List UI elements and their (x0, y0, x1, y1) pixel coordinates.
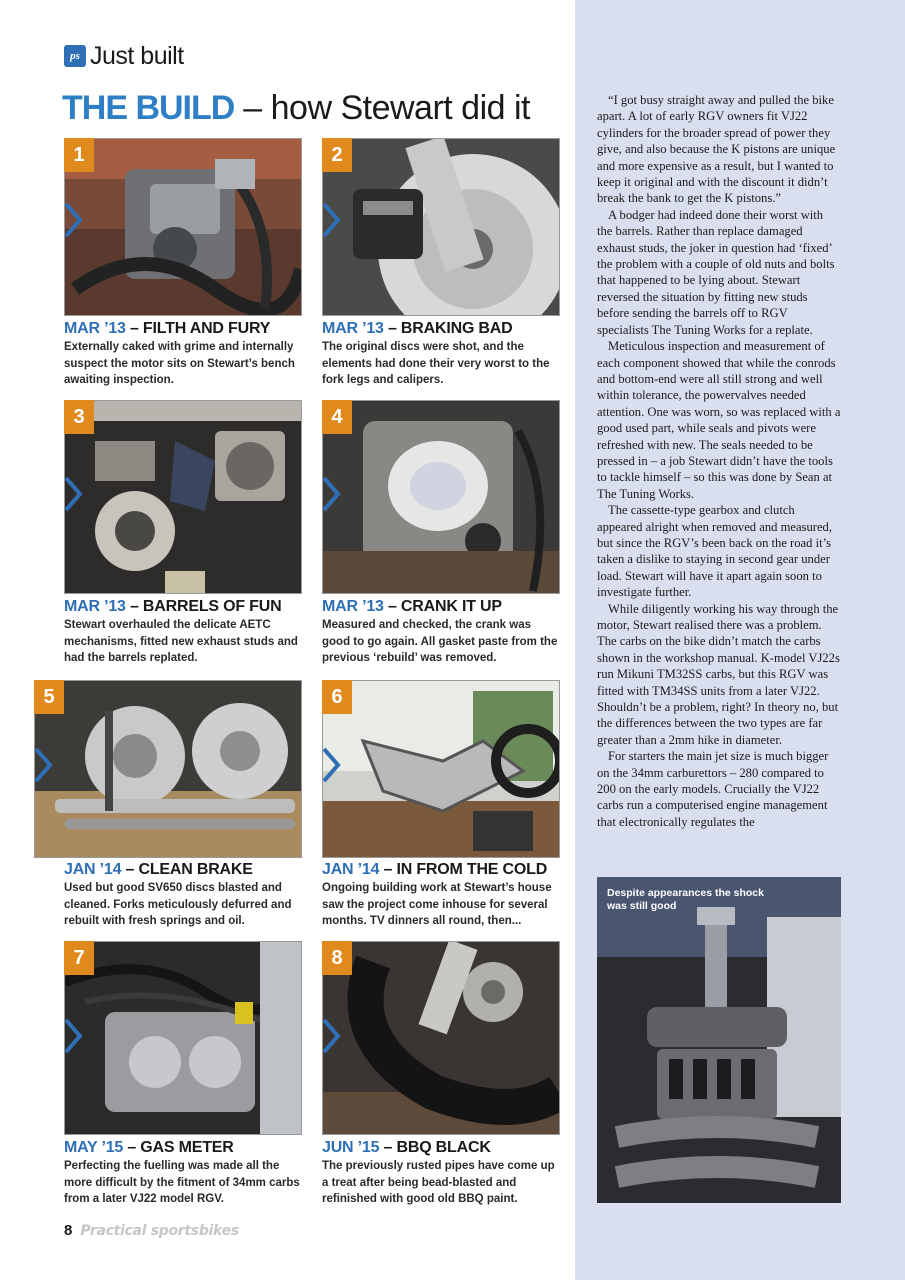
discs-photo (35, 681, 301, 857)
step-3-photo (64, 400, 302, 594)
frame-indoors-photo (323, 681, 559, 857)
section-header (64, 42, 184, 70)
step-6-text: Ongoing building work at Stewart’s house saw the project come inhouse for several months. TV dinners all round, then... (322, 882, 552, 927)
step-7-date: MAY ’15 (64, 1139, 124, 1156)
step-7-text: Perfecting the fuelling was made all the more difficult by the fitment of 34mm carbs from a later VJ22 model RGV. (64, 1160, 300, 1205)
title-strong: THE BUILD (62, 89, 235, 127)
step-6-heading (322, 861, 547, 879)
step-4-photo (322, 400, 560, 594)
step-4-date: MAR ’13 (322, 598, 384, 615)
step-4-title: – CRANK IT UP (383, 598, 502, 615)
step-5-date: JAN ’14 (64, 861, 122, 878)
step-2-heading (322, 320, 513, 338)
page-footer (64, 1222, 239, 1239)
step-2-title: – BRAKING BAD (383, 320, 513, 337)
step-8-title: – BBQ BLACK (379, 1139, 491, 1156)
article-paragraph: While diligently working his way through the motor, Stewart realised there was a problem. The carbs on the bike didn’t match the carbs shown in the workshop manual. K-model VJ22s run Mikuni TM32SS carbs, but this RGV was fitted with TM34SS units from a later VJ22. Shouldn’t be a problem, right? In theory no, but the differences between the two types are far greater than a 2mm hike in diameter. (597, 601, 840, 747)
step-5-text: Used but good SV650 discs blasted and cleaned. Forks meticulously defurred and rebuilt with fresh springs and oil. (64, 882, 292, 927)
chevron-right-icon (62, 472, 84, 516)
step-2-date: MAR ’13 (322, 320, 384, 337)
shock-absorber-image (597, 877, 841, 1203)
title-rest: – how Stewart did it (234, 89, 530, 127)
page-number: 8 (64, 1222, 73, 1239)
brake-photo (323, 139, 559, 315)
step-4-number: 4 (322, 400, 352, 434)
step-5-number: 5 (34, 680, 64, 714)
inset-caption: Despite appearances the shock was still good (607, 887, 764, 912)
article-body (597, 92, 841, 830)
step-7-title: – GAS METER (123, 1139, 234, 1156)
carbs-photo (65, 942, 301, 1134)
step-1-number: 1 (64, 138, 94, 172)
step-3-number: 3 (64, 400, 94, 434)
step-5-title: – CLEAN BRAKE (121, 861, 253, 878)
step-6-number: 6 (322, 680, 352, 714)
step-3-heading (64, 598, 281, 616)
step-6-date: JAN ’14 (322, 861, 380, 878)
step-7-photo (64, 941, 302, 1135)
step-6-title: – IN FROM THE COLD (379, 861, 548, 878)
shock-photo (597, 877, 841, 1203)
chevron-right-icon (320, 472, 342, 516)
engine-photo (65, 139, 301, 315)
step-2-photo (322, 138, 560, 316)
magazine-name: Practical sportsbikes (80, 1222, 239, 1239)
step-5-heading (64, 861, 253, 879)
page-title (62, 88, 530, 128)
chevron-right-icon (320, 198, 342, 242)
magazine-logo: ps (64, 45, 86, 67)
step-8-text: The previously rusted pipes have come up a treat after being bead-blasted and refinished with good old BBQ paint. (322, 1160, 555, 1205)
step-2-text: The original discs were shot, and the elements had done their very worst to the fork legs and calipers. (322, 341, 550, 386)
step-8-number: 8 (322, 941, 352, 975)
step-7-heading (64, 1139, 234, 1157)
step-1-date: MAR ’13 (64, 320, 126, 337)
step-1-title: – FILTH AND FURY (125, 320, 271, 337)
step-3-text: Stewart overhauled the delicate AETC mechanisms, fitted new exhaust studs and had the barrels replated. (64, 619, 298, 664)
article-paragraph: Meticulous inspection and measurement of each component showed that while the conrods and bottom-end were all still strong and well within tolerance, the powervalves needed attention. One was worn, so was replaced with a good used part, while seals and pivots were refreshed with new. The seals needed to be pressed in – a job Stewart didn’t have the tools to tackle himself – so this was done by Sean at The Tuning Works. (597, 339, 841, 501)
step-4-heading (322, 598, 502, 616)
article-paragraph: A bodger had indeed done their worst with the barrels. Rather than replace damaged exhaust studs, the joker in question had ‘fixed’ the problem with a couple of old nuts and bolts that happened to be lying about. Stewart reversed the situation by fitting new studs before sending the barrels off to RGV specialists The Tuning Works for a replate. (597, 207, 835, 337)
crank-photo (323, 401, 559, 593)
step-7-number: 7 (64, 941, 94, 975)
section-label: Just built (90, 41, 184, 70)
step-1-text: Externally caked with grime and internally suspect the motor sits on Stewart’s bench awaiting inspection. (64, 341, 295, 386)
chevron-right-icon (320, 743, 342, 787)
step-4-text: Measured and checked, the crank was good to go again. All gasket paste from the previous ‘rebuild’ was removed. (322, 619, 558, 664)
chevron-right-icon (62, 1014, 84, 1058)
step-8-heading (322, 1139, 491, 1157)
step-8-date: JUN ’15 (322, 1139, 380, 1156)
pipes-photo (323, 942, 559, 1134)
step-1-photo (64, 138, 302, 316)
step-6-photo (322, 680, 560, 858)
step-2-number: 2 (322, 138, 352, 172)
article-paragraph: For starters the main jet size is much bigger on the 34mm carburettors – 280 compared to 200 on the early models. Crucially the VJ22 carbs run a computerised engine management that electronically regulates the (597, 749, 829, 829)
article-paragraph: The cassette-type gearbox and clutch appeared alright when removed and measured, but since the RGV’s been back on the road it’s taken a dislike to staying in second gear under load. Stewart will have it apart again soon to investigate further. (597, 503, 832, 600)
step-8-photo (322, 941, 560, 1135)
step-5-photo (34, 680, 302, 858)
step-3-title: – BARRELS OF FUN (125, 598, 282, 615)
chevron-right-icon (32, 743, 54, 787)
step-1-heading (64, 320, 270, 338)
step-3-date: MAR ’13 (64, 598, 126, 615)
article-paragraph: “I got busy straight away and pulled the bike apart. A lot of early RGV owners fit VJ22 cylinders for the broader spread of power they give, and also because the K pistons are unique and more expensive as a result, but I wanted to keep it original and with the discount it didn’t break the bank to get the K pistons.” (597, 93, 836, 206)
chevron-right-icon (62, 198, 84, 242)
barrels-photo (65, 401, 301, 593)
chevron-right-icon (320, 1014, 342, 1058)
